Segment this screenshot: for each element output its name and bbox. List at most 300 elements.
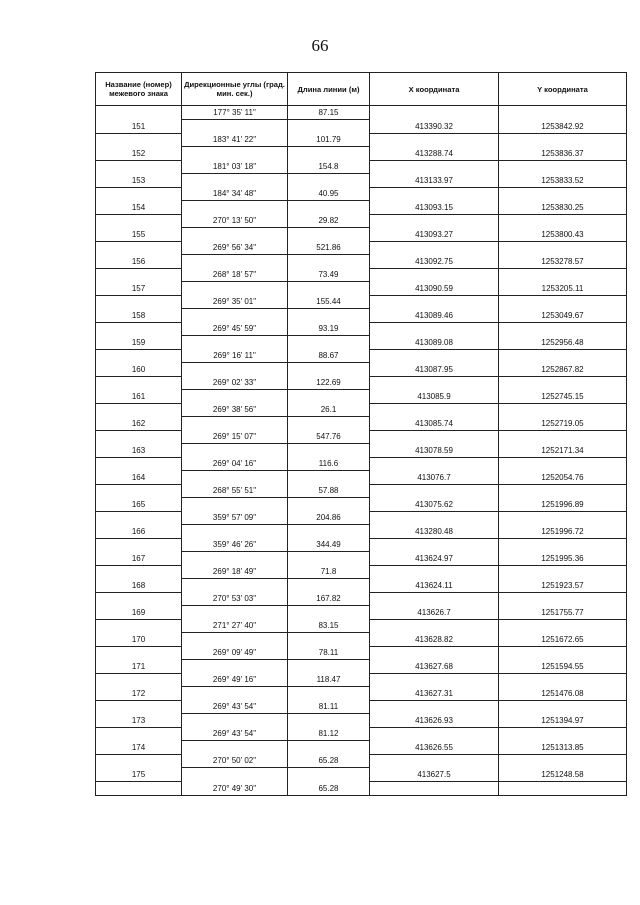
bearing-cell: 270° 49' 30": [182, 781, 288, 795]
marker-name-cell: 157: [96, 282, 182, 296]
bearing-cell: 270° 50' 02": [182, 754, 288, 768]
bearing-cell: [182, 201, 288, 215]
line-length-cell: 547.76: [288, 430, 370, 444]
y-coordinate-cell: 1251996.89: [499, 498, 627, 512]
x-coordinate-cell: [370, 403, 499, 417]
line-length-cell: [288, 714, 370, 728]
y-coordinate-cell: 1251248.58: [499, 768, 627, 782]
x-coordinate-cell: [370, 376, 499, 390]
point-row: [96, 120, 627, 134]
y-coordinate-cell: 1253833.52: [499, 174, 627, 188]
line-length-cell: 87.15: [288, 106, 370, 120]
x-coordinate-cell: 413093.15: [370, 201, 499, 215]
marker-name-cell: 170: [96, 633, 182, 647]
line-length-cell: 344.49: [288, 538, 370, 552]
point-row: [96, 741, 627, 755]
segment-row: [96, 430, 627, 444]
point-row: [96, 633, 627, 647]
bearing-cell: 269° 38' 56": [182, 403, 288, 417]
x-coordinate-cell: 413626.93: [370, 714, 499, 728]
segment-row: [96, 511, 627, 525]
segment-row: [96, 592, 627, 606]
bearing-cell: 270° 13' 50": [182, 214, 288, 228]
bearing-cell: [182, 120, 288, 134]
line-length-cell: [288, 633, 370, 647]
x-coordinate-cell: 413624.97: [370, 552, 499, 566]
x-coordinate-cell: 413075.62: [370, 498, 499, 512]
line-length-cell: 521.86: [288, 241, 370, 255]
x-coordinate-cell: [370, 484, 499, 498]
marker-name-cell: 162: [96, 417, 182, 431]
line-length-cell: 65.28: [288, 754, 370, 768]
page-number: 66: [311, 36, 329, 55]
x-coordinate-cell: 413628.82: [370, 633, 499, 647]
table-header-row: [96, 73, 627, 106]
y-coordinate-cell: 1253049.67: [499, 309, 627, 323]
marker-name-cell: 167: [96, 552, 182, 566]
marker-name-cell: 155: [96, 228, 182, 242]
x-coordinate-cell: [370, 619, 499, 633]
x-coordinate-cell: 413288.74: [370, 147, 499, 161]
y-coordinate-cell: 1253836.37: [499, 147, 627, 161]
bearing-cell: [182, 336, 288, 350]
line-length-cell: 122.69: [288, 376, 370, 390]
marker-name-cell: 172: [96, 687, 182, 701]
point-row: [96, 255, 627, 269]
marker-name-cell: [96, 700, 182, 714]
marker-name-cell: [96, 349, 182, 363]
line-length-cell: 118.47: [288, 673, 370, 687]
x-coordinate-cell: 413390.32: [370, 120, 499, 134]
line-length-cell: [288, 282, 370, 296]
bearing-cell: 269° 04' 16": [182, 457, 288, 471]
marker-name-cell: [96, 376, 182, 390]
bearing-cell: [182, 309, 288, 323]
line-length-cell: 167.82: [288, 592, 370, 606]
segment-row: [96, 538, 627, 552]
y-coordinate-cell: [499, 538, 627, 552]
boundary-coordinates-table: [95, 72, 627, 796]
marker-name-cell: 175: [96, 768, 182, 782]
marker-name-cell: 173: [96, 714, 182, 728]
x-coordinate-cell: [370, 592, 499, 606]
y-coordinate-cell: 1251313.85: [499, 741, 627, 755]
marker-name-cell: [96, 268, 182, 282]
line-length-cell: [288, 147, 370, 161]
x-coordinate-cell: 413093.27: [370, 228, 499, 242]
segment-row: [96, 268, 627, 282]
y-coordinate-cell: 1253800.43: [499, 228, 627, 242]
y-coordinate-cell: [499, 646, 627, 660]
x-coordinate-cell: [370, 754, 499, 768]
segment-row: [96, 214, 627, 228]
bearing-cell: 268° 18' 57": [182, 268, 288, 282]
x-coordinate-cell: 413627.68: [370, 660, 499, 674]
bearing-cell: 269° 56' 34": [182, 241, 288, 255]
segment-row: [96, 187, 627, 201]
x-coordinate-cell: [370, 430, 499, 444]
y-coordinate-cell: [499, 349, 627, 363]
point-row: [96, 147, 627, 161]
y-coordinate-cell: 1251476.08: [499, 687, 627, 701]
y-coordinate-cell: [499, 160, 627, 174]
marker-name-cell: [96, 592, 182, 606]
x-coordinate-cell: [370, 241, 499, 255]
y-coordinate-cell: 1252719.05: [499, 417, 627, 431]
point-row: [96, 201, 627, 215]
y-coordinate-cell: [499, 754, 627, 768]
line-length-cell: 78.11: [288, 646, 370, 660]
segment-row: [96, 565, 627, 579]
header-y: Y координата: [499, 73, 627, 106]
x-coordinate-cell: 413626.55: [370, 741, 499, 755]
bearing-cell: 269° 15' 07": [182, 430, 288, 444]
marker-name-cell: 160: [96, 363, 182, 377]
y-coordinate-cell: [499, 457, 627, 471]
y-coordinate-cell: [499, 268, 627, 282]
marker-name-cell: [96, 295, 182, 309]
bearing-cell: [182, 255, 288, 269]
segment-row: [96, 781, 627, 795]
marker-name-cell: [96, 781, 182, 795]
line-length-cell: 71.8: [288, 565, 370, 579]
bearing-cell: [182, 390, 288, 404]
header-name: Название (номер) межевого знака: [96, 73, 182, 106]
bearing-cell: 269° 02' 33": [182, 376, 288, 390]
point-row: [96, 471, 627, 485]
line-length-cell: [288, 525, 370, 539]
line-length-cell: 154.8: [288, 160, 370, 174]
line-length-cell: [288, 498, 370, 512]
bearing-cell: [182, 363, 288, 377]
point-row: [96, 228, 627, 242]
marker-name-cell: [96, 133, 182, 147]
line-length-cell: 83.15: [288, 619, 370, 633]
bearing-cell: 269° 18' 49": [182, 565, 288, 579]
y-coordinate-cell: [499, 619, 627, 633]
x-coordinate-cell: [370, 106, 499, 120]
bearing-cell: 269° 43' 54": [182, 727, 288, 741]
marker-name-cell: [96, 106, 182, 120]
bearing-cell: 269° 09' 49": [182, 646, 288, 660]
line-length-cell: 93.19: [288, 322, 370, 336]
bearing-cell: [182, 525, 288, 539]
y-coordinate-cell: 1253830.25: [499, 201, 627, 215]
segment-row: [96, 295, 627, 309]
y-coordinate-cell: [499, 214, 627, 228]
marker-name-cell: [96, 457, 182, 471]
x-coordinate-cell: 413089.46: [370, 309, 499, 323]
bearing-cell: 359° 57' 09": [182, 511, 288, 525]
x-coordinate-cell: 413626.7: [370, 606, 499, 620]
marker-name-cell: 158: [96, 309, 182, 323]
marker-name-cell: 163: [96, 444, 182, 458]
marker-name-cell: 171: [96, 660, 182, 674]
marker-name-cell: 156: [96, 255, 182, 269]
y-coordinate-cell: 1252867.82: [499, 363, 627, 377]
line-length-cell: [288, 444, 370, 458]
bearing-cell: [182, 282, 288, 296]
line-length-cell: [288, 255, 370, 269]
y-coordinate-cell: 1251923.57: [499, 579, 627, 593]
line-length-cell: 116.6: [288, 457, 370, 471]
marker-name-cell: [96, 484, 182, 498]
marker-name-cell: [96, 646, 182, 660]
y-coordinate-cell: 1253278.57: [499, 255, 627, 269]
bearing-cell: [182, 174, 288, 188]
line-length-cell: [288, 309, 370, 323]
marker-name-cell: [96, 538, 182, 552]
marker-name-cell: [96, 430, 182, 444]
y-coordinate-cell: 1252956.48: [499, 336, 627, 350]
y-coordinate-cell: [499, 376, 627, 390]
bearing-cell: [182, 417, 288, 431]
x-coordinate-cell: 413085.74: [370, 417, 499, 431]
y-coordinate-cell: 1251755.77: [499, 606, 627, 620]
y-coordinate-cell: 1251394.97: [499, 714, 627, 728]
line-length-cell: [288, 336, 370, 350]
x-coordinate-cell: 413627.5: [370, 768, 499, 782]
y-coordinate-cell: 1253842.92: [499, 120, 627, 134]
line-length-cell: 57.88: [288, 484, 370, 498]
bearing-cell: 271° 27' 40": [182, 619, 288, 633]
marker-name-cell: [96, 565, 182, 579]
segment-row: [96, 349, 627, 363]
line-length-cell: [288, 768, 370, 782]
marker-name-cell: 161: [96, 390, 182, 404]
line-length-cell: [288, 417, 370, 431]
bearing-cell: [182, 552, 288, 566]
x-coordinate-cell: [370, 160, 499, 174]
x-coordinate-cell: 413280.48: [370, 525, 499, 539]
point-row: [96, 714, 627, 728]
y-coordinate-cell: 1252745.15: [499, 390, 627, 404]
segment-row: [96, 160, 627, 174]
header-angle: Дирекционные углы (град. мин. сек.): [182, 73, 288, 106]
bearing-cell: 268° 55' 51": [182, 484, 288, 498]
x-coordinate-cell: [370, 727, 499, 741]
marker-name-cell: 152: [96, 147, 182, 161]
marker-name-cell: [96, 322, 182, 336]
y-coordinate-cell: [499, 484, 627, 498]
x-coordinate-cell: [370, 673, 499, 687]
bearing-cell: 177° 35' 11": [182, 106, 288, 120]
marker-name-cell: [96, 403, 182, 417]
x-coordinate-cell: 413085.9: [370, 390, 499, 404]
line-length-cell: 155.44: [288, 295, 370, 309]
marker-name-cell: [96, 187, 182, 201]
line-length-cell: 88.67: [288, 349, 370, 363]
table-body: [96, 106, 627, 796]
bearing-cell: 269° 35' 01": [182, 295, 288, 309]
marker-name-cell: [96, 214, 182, 228]
y-coordinate-cell: [499, 592, 627, 606]
segment-row: [96, 484, 627, 498]
x-coordinate-cell: [370, 295, 499, 309]
segment-row: [96, 619, 627, 633]
line-length-cell: [288, 552, 370, 566]
marker-name-cell: 169: [96, 606, 182, 620]
bearing-cell: 269° 43' 54": [182, 700, 288, 714]
point-row: [96, 444, 627, 458]
x-coordinate-cell: [370, 349, 499, 363]
segment-row: [96, 700, 627, 714]
segment-row: [96, 376, 627, 390]
bearing-cell: [182, 606, 288, 620]
line-length-cell: 29.82: [288, 214, 370, 228]
x-coordinate-cell: [370, 781, 499, 795]
marker-name-cell: 164: [96, 471, 182, 485]
y-coordinate-cell: [499, 322, 627, 336]
y-coordinate-cell: 1252171.34: [499, 444, 627, 458]
y-coordinate-cell: [499, 511, 627, 525]
bearing-cell: [182, 579, 288, 593]
bearing-cell: 359° 46' 26": [182, 538, 288, 552]
line-length-cell: [288, 687, 370, 701]
y-coordinate-cell: [499, 700, 627, 714]
x-coordinate-cell: 413076.7: [370, 471, 499, 485]
line-length-cell: 73.49: [288, 268, 370, 282]
line-length-cell: [288, 660, 370, 674]
point-row: [96, 768, 627, 782]
bearing-cell: [182, 498, 288, 512]
bearing-cell: 184° 34' 48": [182, 187, 288, 201]
point-row: [96, 552, 627, 566]
x-coordinate-cell: [370, 700, 499, 714]
x-coordinate-cell: [370, 133, 499, 147]
line-length-cell: [288, 363, 370, 377]
x-coordinate-cell: 413090.59: [370, 282, 499, 296]
line-length-cell: 40.95: [288, 187, 370, 201]
segment-row: [96, 673, 627, 687]
y-coordinate-cell: 1253205.11: [499, 282, 627, 296]
bearing-cell: [182, 471, 288, 485]
point-row: [96, 579, 627, 593]
marker-name-cell: [96, 754, 182, 768]
x-coordinate-cell: [370, 214, 499, 228]
bearing-cell: 269° 49' 16": [182, 673, 288, 687]
line-length-cell: 81.12: [288, 727, 370, 741]
point-row: [96, 309, 627, 323]
bearing-cell: [182, 660, 288, 674]
y-coordinate-cell: [499, 781, 627, 795]
marker-name-cell: 174: [96, 741, 182, 755]
marker-name-cell: 168: [96, 579, 182, 593]
line-length-cell: [288, 228, 370, 242]
bearing-cell: 269° 45' 59": [182, 322, 288, 336]
line-length-cell: [288, 390, 370, 404]
line-length-cell: 101.79: [288, 133, 370, 147]
marker-name-cell: 159: [96, 336, 182, 350]
x-coordinate-cell: [370, 268, 499, 282]
header-length: Длина линии (м): [288, 73, 370, 106]
point-row: [96, 363, 627, 377]
bearing-cell: [182, 714, 288, 728]
header-x: X координата: [370, 73, 499, 106]
marker-name-cell: 154: [96, 201, 182, 215]
x-coordinate-cell: 413627.31: [370, 687, 499, 701]
x-coordinate-cell: [370, 511, 499, 525]
y-coordinate-cell: [499, 241, 627, 255]
x-coordinate-cell: [370, 646, 499, 660]
y-coordinate-cell: [499, 133, 627, 147]
marker-name-cell: [96, 727, 182, 741]
y-coordinate-cell: [499, 565, 627, 579]
y-coordinate-cell: 1251996.72: [499, 525, 627, 539]
marker-name-cell: 151: [96, 120, 182, 134]
line-length-cell: 65.28: [288, 781, 370, 795]
bearing-cell: 269° 16' 11": [182, 349, 288, 363]
y-coordinate-cell: [499, 673, 627, 687]
point-row: [96, 660, 627, 674]
line-length-cell: [288, 174, 370, 188]
marker-name-cell: 153: [96, 174, 182, 188]
line-length-cell: 204.86: [288, 511, 370, 525]
x-coordinate-cell: [370, 187, 499, 201]
point-row: [96, 336, 627, 350]
point-row: [96, 417, 627, 431]
y-coordinate-cell: [499, 403, 627, 417]
line-length-cell: [288, 579, 370, 593]
point-row: [96, 525, 627, 539]
segment-row: [96, 646, 627, 660]
x-coordinate-cell: 413087.95: [370, 363, 499, 377]
bearing-cell: [182, 768, 288, 782]
line-length-cell: [288, 201, 370, 215]
point-row: [96, 687, 627, 701]
x-coordinate-cell: [370, 322, 499, 336]
point-row: [96, 282, 627, 296]
segment-row: [96, 106, 627, 120]
line-length-cell: [288, 120, 370, 134]
y-coordinate-cell: 1251995.36: [499, 552, 627, 566]
segment-row: [96, 322, 627, 336]
bearing-cell: [182, 228, 288, 242]
bearing-cell: [182, 147, 288, 161]
x-coordinate-cell: 413089.08: [370, 336, 499, 350]
y-coordinate-cell: [499, 430, 627, 444]
segment-row: [96, 727, 627, 741]
marker-name-cell: [96, 511, 182, 525]
line-length-cell: [288, 606, 370, 620]
x-coordinate-cell: [370, 565, 499, 579]
marker-name-cell: [96, 160, 182, 174]
point-row: [96, 390, 627, 404]
bearing-cell: [182, 741, 288, 755]
y-coordinate-cell: 1251672.65: [499, 633, 627, 647]
line-length-cell: 81.11: [288, 700, 370, 714]
segment-row: [96, 241, 627, 255]
y-coordinate-cell: 1252054.76: [499, 471, 627, 485]
marker-name-cell: [96, 673, 182, 687]
bearing-cell: 183° 41' 22": [182, 133, 288, 147]
y-coordinate-cell: [499, 727, 627, 741]
bearing-cell: [182, 633, 288, 647]
x-coordinate-cell: 413133.97: [370, 174, 499, 188]
x-coordinate-cell: 413078.59: [370, 444, 499, 458]
line-length-cell: [288, 741, 370, 755]
segment-row: [96, 457, 627, 471]
point-row: [96, 174, 627, 188]
bearing-cell: [182, 444, 288, 458]
line-length-cell: [288, 471, 370, 485]
point-row: [96, 606, 627, 620]
bearing-cell: [182, 687, 288, 701]
x-coordinate-cell: [370, 457, 499, 471]
x-coordinate-cell: 413624.11: [370, 579, 499, 593]
y-coordinate-cell: 1251594.55: [499, 660, 627, 674]
y-coordinate-cell: [499, 187, 627, 201]
